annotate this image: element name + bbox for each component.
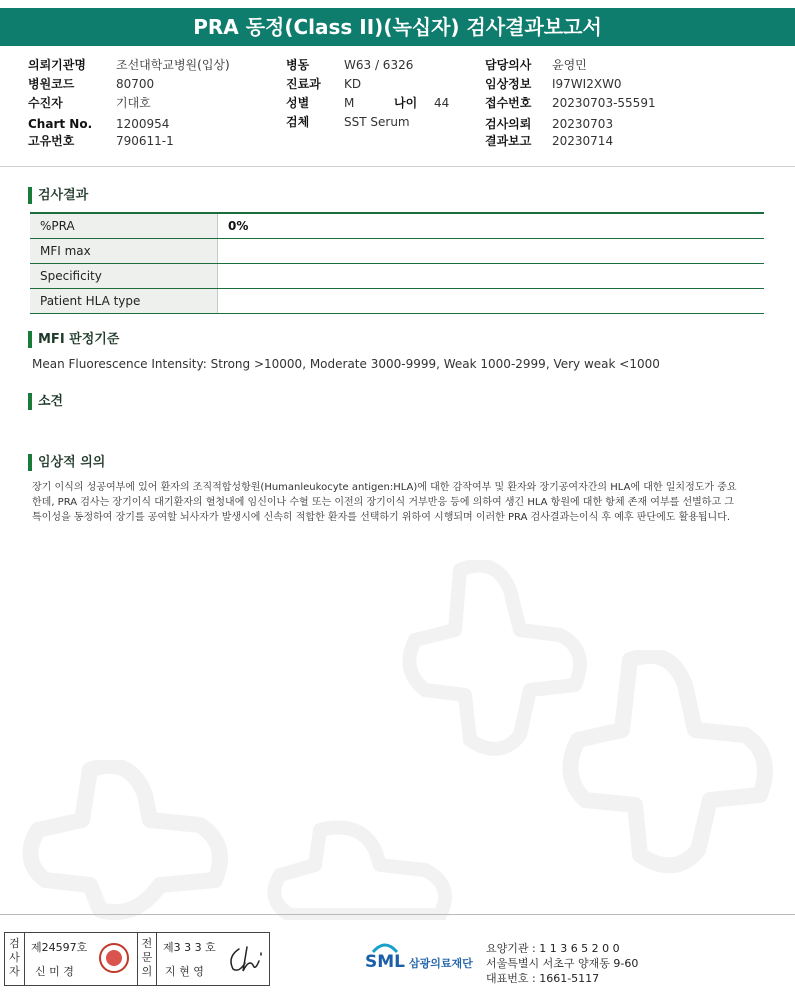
mfi-criteria-text: Mean Fluorescence Intensity: Strong >10000, Moderate 3000-9999, Weak 1000-2999, Very weak <1000 xyxy=(32,357,660,371)
section-title-results: 검사결과 xyxy=(28,187,88,204)
signature-icon xyxy=(225,943,265,977)
footer-address: 서울특별시 서초구 양재동 9-60 xyxy=(486,957,639,970)
inspector-name: 신 미 경 xyxy=(35,965,74,978)
clinical-significance-text: 장기 이식의 성공여부에 있어 환자의 조직적합성항원(Humanleukocyte antigen:HLA)에 대한 감작여부 및 환자와 장기공여자간의 HLA에 대한 일치정도가 중요한데, PRA 검사는 장기이식 대기환자의 혈청내에 임신이나 수혈 또는 이전의 장기이식 거부반응 등에 의하여 생긴 HLA 항원에 대한 항체 존재 여부를 선별하고 그 특이성을 동정하여 장기를 공여할 뇌사자가 발생시에 신속히 적합한 환자를 선택하기 위하여 시행되며 이러한 PRA 검사결과는이식 후 예후 판단에도 활용됩니다. xyxy=(32,482,737,523)
header-value-ward: W63 / 6326 xyxy=(344,58,414,72)
header-label-receipt-no: 접수번호 xyxy=(485,96,532,110)
report-title: PRA 동정(Class II)(녹십자) 검사결과보고서 xyxy=(0,8,795,46)
header-label-department: 진료과 xyxy=(286,77,321,91)
section-title-opinion: 소견 xyxy=(28,393,63,410)
specialist-name: 지 현 영 xyxy=(165,965,204,978)
table-row xyxy=(30,239,764,264)
header-value-department: KD xyxy=(344,77,362,91)
header-value-chart-no: 1200954 xyxy=(116,117,170,131)
header-value-unique-no: 790611-1 xyxy=(116,134,174,148)
header-label-report-date: 결과보고 xyxy=(485,134,532,148)
section-title-mfi: MFI 판정기준 xyxy=(28,331,119,348)
watermark-cross-icon xyxy=(20,760,230,920)
header-label-institution: 의뢰기관명 xyxy=(28,58,86,72)
org-name: 삼광의료재단 xyxy=(409,957,473,970)
header-label-ward: 병동 xyxy=(286,58,310,72)
result-value-specificity xyxy=(218,264,765,289)
watermark-cross-icon xyxy=(560,650,780,880)
result-value-pra: 0% xyxy=(218,213,765,239)
header-label-unique-no: 고유번호 xyxy=(28,134,75,148)
header-divider xyxy=(0,166,795,167)
inspector-number: 제24597호 xyxy=(31,941,88,954)
result-value-hla-type xyxy=(218,289,765,314)
logo-text: SML xyxy=(365,952,405,972)
result-key-specificity: Specificity xyxy=(30,264,218,289)
result-value-mfi-max xyxy=(218,239,765,264)
header-value-doctor: 윤영민 xyxy=(552,58,587,72)
result-key-pra: %PRA xyxy=(30,213,218,239)
header-value-receipt-no: 20230703-55591 xyxy=(552,96,656,110)
table-row xyxy=(30,264,764,289)
footer-divider xyxy=(0,914,795,915)
header-value-specimen: SST Serum xyxy=(344,115,410,129)
watermark-cross-icon xyxy=(260,820,460,920)
footer-code: 요양기관 : 1 1 3 6 5 2 0 0 xyxy=(486,942,620,955)
header-value-sex: M xyxy=(344,96,355,110)
header-label-clinical-info: 임상정보 xyxy=(485,77,532,91)
inspector-label: 검사자 xyxy=(5,933,25,985)
header-value-clinical-info: I97WI2XW0 xyxy=(552,77,622,91)
red-seal-icon xyxy=(99,943,129,973)
header-label-patient: 수진자 xyxy=(28,96,63,110)
footer-phone: 대표번호 : 1661-5117 xyxy=(486,972,600,985)
results-table xyxy=(30,212,764,314)
header-label-specimen: 검체 xyxy=(286,115,310,129)
header-value-report-date: 20230714 xyxy=(552,134,614,148)
result-key-hla-type: Patient HLA type xyxy=(30,289,218,314)
signature-box xyxy=(4,932,270,986)
result-key-mfi-max: MFI max xyxy=(30,239,218,264)
header-label-hospital-code: 병원코드 xyxy=(28,77,75,91)
header-value-request-date: 20230703 xyxy=(552,117,614,131)
header-value-hospital-code: 80700 xyxy=(116,77,155,91)
header-value-patient: 기대호 xyxy=(116,96,151,110)
header-label-doctor: 담당의사 xyxy=(485,58,532,72)
header-label-age: 나이 xyxy=(394,96,418,110)
header-value-age: 44 xyxy=(434,96,450,110)
specialist-number: 제3 3 3 호 xyxy=(163,941,216,954)
header-value-institution: 조선대학교병원(입상) xyxy=(116,58,230,72)
specialist-label: 전문의 xyxy=(137,933,157,985)
header-label-request-date: 검사의뢰 xyxy=(485,117,532,131)
header-label-sex: 성별 xyxy=(286,96,310,110)
table-row xyxy=(30,289,764,314)
header-label-chart-no: Chart No. xyxy=(28,117,93,131)
table-row xyxy=(30,213,764,239)
sml-logo xyxy=(365,938,480,978)
section-title-clinical: 임상적 의의 xyxy=(28,454,105,471)
